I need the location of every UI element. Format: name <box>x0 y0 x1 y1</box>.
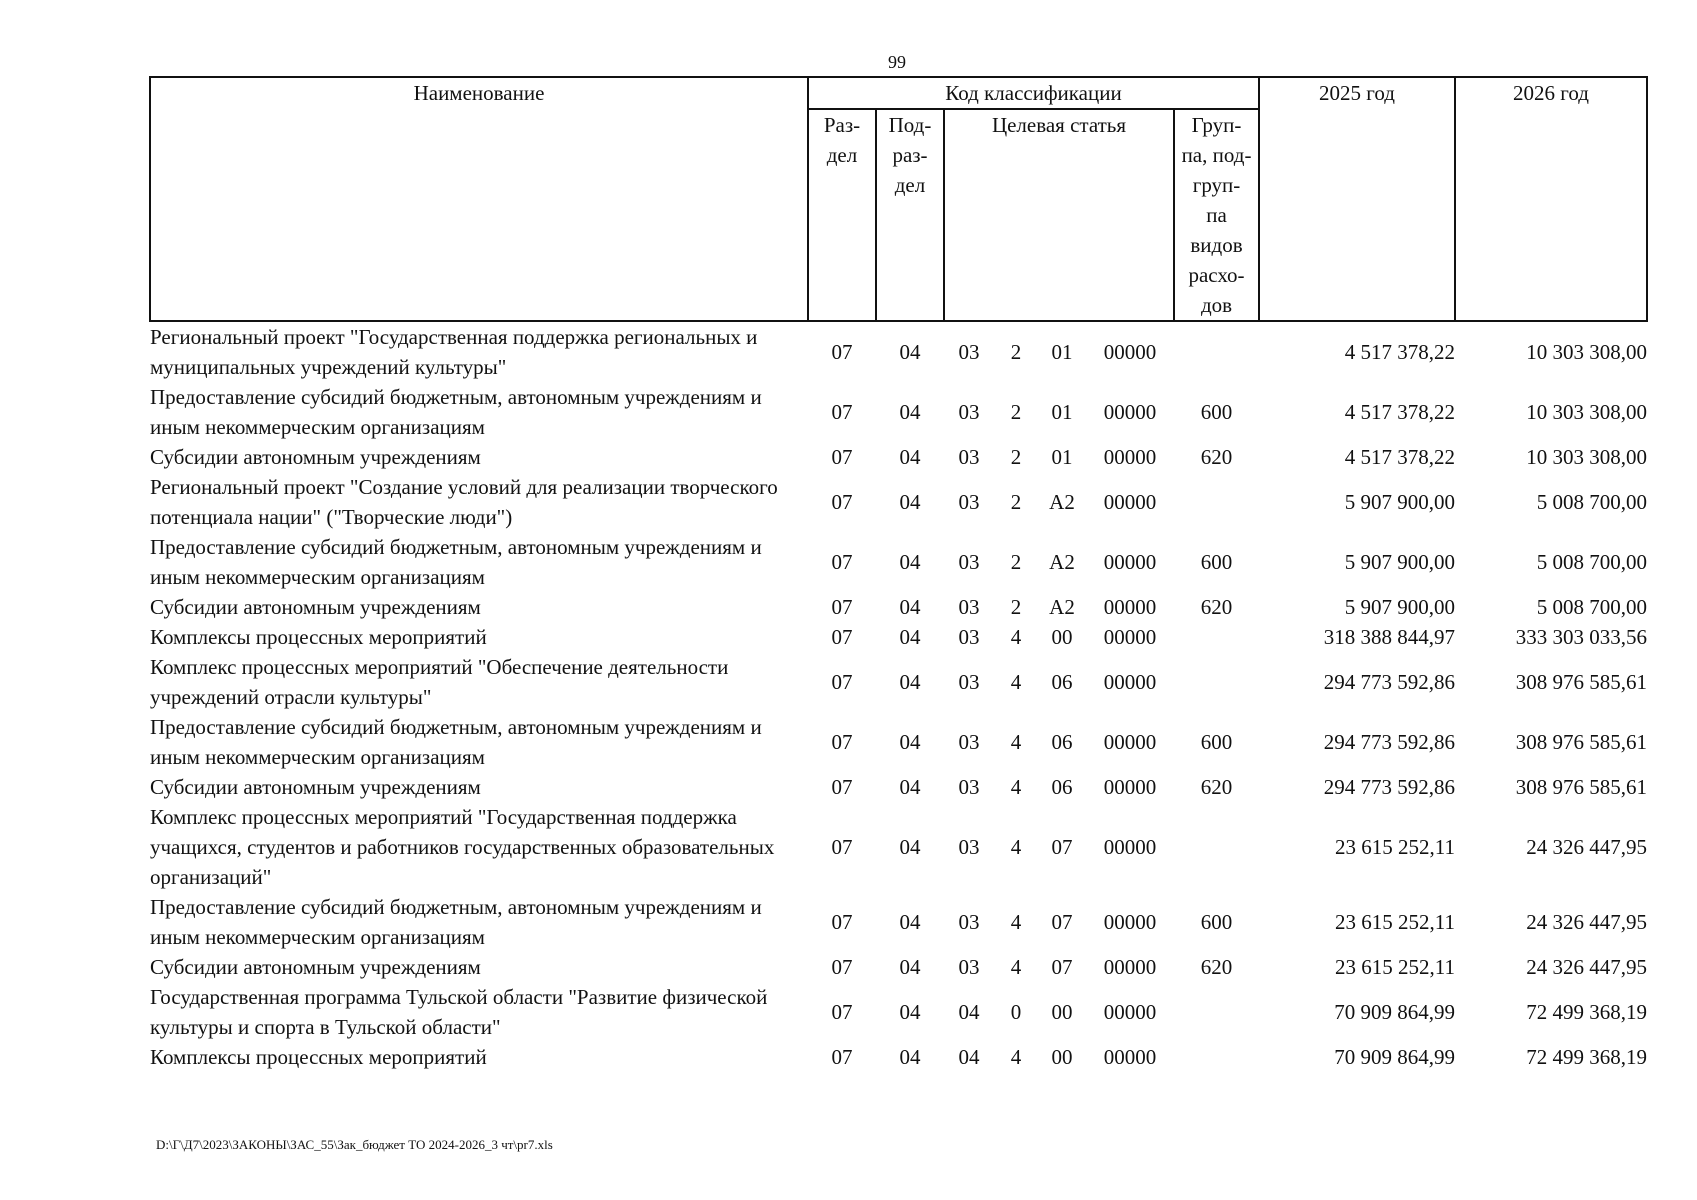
row-target-direction: 00000 <box>1103 340 1157 364</box>
row-name: Субсидии автономным учреждениям <box>150 445 481 469</box>
row-name: Региональный проект "Государственная поддержка региональных и муниципальных учреждений культуры" <box>150 325 758 379</box>
row-amount-2026: 308 976 585,61 <box>1515 730 1648 754</box>
row-target-direction: 00000 <box>1103 550 1157 574</box>
row-target-direction: 00000 <box>1103 910 1157 934</box>
row-target-direction: 00000 <box>1103 835 1157 859</box>
row-subsection: 04 <box>899 550 921 574</box>
row-expense-group: 600 <box>1200 400 1233 424</box>
row-target-subprogram: 00 <box>1051 625 1073 649</box>
row-expense-group <box>1174 321 1259 382</box>
table-row <box>150 382 1647 442</box>
row-name: Комплекс процессных мероприятий "Государственная поддержка учащихся, студентов и работников государственных образовательных организаций" <box>150 805 775 889</box>
row-target-type: 4 <box>1010 1045 1022 1069</box>
row-section: 07 <box>831 835 853 859</box>
row-amount-2025: 294 773 592,86 <box>1323 670 1456 694</box>
row-subsection: 04 <box>899 595 921 619</box>
row-subsection: 04 <box>899 1000 921 1024</box>
row-amount-2026: 10 303 308,00 <box>1526 445 1648 469</box>
table-row <box>150 532 1647 592</box>
row-expense-group <box>1174 472 1259 532</box>
row-name: Комплексы процессных мероприятий <box>150 1045 487 1069</box>
header-subsection: Под- раз- дел <box>876 109 944 321</box>
row-target-program: 03 <box>958 730 980 754</box>
row-target-type: 2 <box>1010 550 1022 574</box>
header-expense-group: Груп- па, под- груп- па видов расхо- дов <box>1174 109 1259 321</box>
row-target-program: 03 <box>958 670 980 694</box>
row-expense-group: 620 <box>1200 775 1233 799</box>
row-target-program: 03 <box>958 595 980 619</box>
footer-file-path: D:\Г\Д7\2023\ЗАКОНЫ\ЗАС_55\Зак_бюджет ТО 2024-2026_3 чт\pr7.xls <box>156 1137 553 1152</box>
row-target-subprogram: 07 <box>1051 835 1073 859</box>
row-target-type: 2 <box>1010 595 1022 619</box>
row-amount-2026: 5 008 700,00 <box>1536 550 1648 574</box>
row-section: 07 <box>831 910 853 934</box>
row-amount-2026: 24 326 447,95 <box>1526 910 1648 934</box>
row-amount-2026: 333 303 033,56 <box>1515 625 1648 649</box>
row-section: 07 <box>831 595 853 619</box>
row-subsection: 04 <box>899 1045 921 1069</box>
row-target-direction: 00000 <box>1103 445 1157 469</box>
row-target-program: 04 <box>958 1000 980 1024</box>
row-expense-group <box>1174 1042 1259 1072</box>
row-target-direction: 00000 <box>1103 595 1157 619</box>
row-target-subprogram: А2 <box>1049 490 1075 514</box>
row-amount-2026: 72 499 368,19 <box>1526 1045 1648 1069</box>
row-subsection: 04 <box>899 490 921 514</box>
row-target-subprogram: А2 <box>1049 595 1075 619</box>
page-number: 99 <box>888 52 906 72</box>
table-row <box>150 652 1647 712</box>
row-name: Субсидии автономным учреждениям <box>150 955 481 979</box>
row-expense-group: 620 <box>1200 955 1233 979</box>
row-name: Предоставление субсидий бюджетным, автономным учреждениям и иным некоммерческим организациям <box>150 385 762 439</box>
row-section: 07 <box>831 775 853 799</box>
row-amount-2025: 23 615 252,11 <box>1335 910 1456 934</box>
row-amount-2025: 5 907 900,00 <box>1344 550 1456 574</box>
row-target-type: 4 <box>1010 730 1022 754</box>
row-target-program: 03 <box>958 550 980 574</box>
row-subsection: 04 <box>899 400 921 424</box>
row-target-direction: 00000 <box>1103 400 1157 424</box>
row-name: Комплекс процессных мероприятий "Обеспечение деятельности учреждений отрасли культуры" <box>150 655 729 709</box>
row-section: 07 <box>831 670 853 694</box>
row-name: Предоставление субсидий бюджетным, автономным учреждениям и иным некоммерческим организациям <box>150 535 762 589</box>
row-target-type: 2 <box>1010 445 1022 469</box>
header-year-2025: 2025 год <box>1259 77 1455 321</box>
row-target-type: 4 <box>1010 670 1022 694</box>
row-target-subprogram: 00 <box>1051 1000 1073 1024</box>
row-target-subprogram: 07 <box>1051 910 1073 934</box>
row-target-program: 03 <box>958 775 980 799</box>
row-target-direction: 00000 <box>1103 1045 1157 1069</box>
row-amount-2026: 72 499 368,19 <box>1526 1000 1648 1024</box>
row-section: 07 <box>831 1045 853 1069</box>
row-subsection: 04 <box>899 955 921 979</box>
row-target-type: 4 <box>1010 625 1022 649</box>
row-target-subprogram: 06 <box>1051 670 1073 694</box>
row-section: 07 <box>831 340 853 364</box>
row-target-direction: 00000 <box>1103 625 1157 649</box>
row-expense-group: 620 <box>1200 595 1233 619</box>
row-section: 07 <box>831 490 853 514</box>
row-amount-2026: 24 326 447,95 <box>1526 835 1648 859</box>
header-section: Раз- дел <box>808 109 876 321</box>
table-row <box>150 472 1647 532</box>
row-subsection: 04 <box>899 835 921 859</box>
row-section: 07 <box>831 400 853 424</box>
row-subsection: 04 <box>899 340 921 364</box>
budget-table <box>149 76 1648 1072</box>
row-target-type: 2 <box>1010 340 1022 364</box>
row-amount-2025: 70 909 864,99 <box>1334 1045 1456 1069</box>
row-subsection: 04 <box>899 910 921 934</box>
row-expense-group: 600 <box>1200 730 1233 754</box>
row-target-direction: 00000 <box>1103 490 1157 514</box>
row-amount-2026: 308 976 585,61 <box>1515 670 1648 694</box>
row-target-direction: 00000 <box>1103 730 1157 754</box>
row-name: Субсидии автономным учреждениям <box>150 775 481 799</box>
table-row <box>150 772 1647 802</box>
table-row <box>150 952 1647 982</box>
row-target-program: 04 <box>958 1045 980 1069</box>
table-row <box>150 622 1647 652</box>
row-amount-2025: 318 388 844,97 <box>1323 625 1456 649</box>
row-target-program: 03 <box>958 835 980 859</box>
row-amount-2025: 23 615 252,11 <box>1335 955 1456 979</box>
row-name: Региональный проект "Создание условий для реализации творческого потенциала нации" ("Творческие люди") <box>150 475 778 529</box>
row-amount-2025: 5 907 900,00 <box>1344 595 1456 619</box>
row-target-direction: 00000 <box>1103 955 1157 979</box>
header-target-article: Целевая статья <box>944 109 1174 321</box>
row-target-subprogram: 06 <box>1051 730 1073 754</box>
row-name: Субсидии автономным учреждениям <box>150 595 481 619</box>
row-amount-2026: 5 008 700,00 <box>1536 595 1648 619</box>
row-target-type: 0 <box>1010 1000 1022 1024</box>
row-amount-2025: 294 773 592,86 <box>1323 730 1456 754</box>
row-target-program: 03 <box>958 955 980 979</box>
row-amount-2025: 294 773 592,86 <box>1323 775 1456 799</box>
row-target-direction: 00000 <box>1103 775 1157 799</box>
row-target-type: 4 <box>1010 955 1022 979</box>
table-body <box>150 321 1647 1072</box>
table-row <box>150 1042 1647 1072</box>
row-amount-2025: 4 517 378,22 <box>1344 340 1456 364</box>
header-name: Наименование <box>150 77 808 321</box>
row-target-direction: 00000 <box>1103 670 1157 694</box>
row-target-subprogram: 00 <box>1051 1045 1073 1069</box>
row-target-subprogram: 01 <box>1051 340 1073 364</box>
row-target-program: 03 <box>958 400 980 424</box>
table-row <box>150 321 1647 382</box>
row-target-program: 03 <box>958 910 980 934</box>
row-section: 07 <box>831 730 853 754</box>
row-target-type: 4 <box>1010 910 1022 934</box>
row-target-type: 2 <box>1010 400 1022 424</box>
row-target-program: 03 <box>958 340 980 364</box>
table-row <box>150 712 1647 772</box>
row-expense-group <box>1174 652 1259 712</box>
row-target-subprogram: 01 <box>1051 400 1073 424</box>
row-expense-group <box>1174 622 1259 652</box>
row-subsection: 04 <box>899 625 921 649</box>
row-name: Предоставление субсидий бюджетным, автономным учреждениям и иным некоммерческим организациям <box>150 895 762 949</box>
row-subsection: 04 <box>899 730 921 754</box>
row-amount-2026: 10 303 308,00 <box>1526 340 1648 364</box>
row-section: 07 <box>831 625 853 649</box>
row-section: 07 <box>831 550 853 574</box>
table-row <box>150 802 1647 892</box>
row-name: Комплексы процессных мероприятий <box>150 625 487 649</box>
row-target-subprogram: 06 <box>1051 775 1073 799</box>
row-expense-group <box>1174 982 1259 1042</box>
row-amount-2026: 5 008 700,00 <box>1536 490 1648 514</box>
row-amount-2025: 4 517 378,22 <box>1344 400 1456 424</box>
row-subsection: 04 <box>899 445 921 469</box>
row-target-program: 03 <box>958 490 980 514</box>
row-target-subprogram: А2 <box>1049 550 1075 574</box>
row-target-subprogram: 07 <box>1051 955 1073 979</box>
row-target-program: 03 <box>958 625 980 649</box>
row-expense-group <box>1174 802 1259 892</box>
row-target-type: 4 <box>1010 835 1022 859</box>
row-section: 07 <box>831 1000 853 1024</box>
row-amount-2026: 10 303 308,00 <box>1526 400 1648 424</box>
row-expense-group: 600 <box>1200 910 1233 934</box>
row-target-subprogram: 01 <box>1051 445 1073 469</box>
row-section: 07 <box>831 445 853 469</box>
table-row <box>150 442 1647 472</box>
table-row <box>150 982 1647 1042</box>
table-header <box>150 77 1647 321</box>
row-target-type: 2 <box>1010 490 1022 514</box>
row-amount-2025: 70 909 864,99 <box>1334 1000 1456 1024</box>
row-amount-2026: 24 326 447,95 <box>1526 955 1648 979</box>
row-amount-2026: 308 976 585,61 <box>1515 775 1648 799</box>
row-target-direction: 00000 <box>1103 1000 1157 1024</box>
row-expense-group: 620 <box>1200 445 1233 469</box>
header-classification-code: Код классификации <box>808 77 1259 109</box>
row-amount-2025: 23 615 252,11 <box>1335 835 1456 859</box>
row-amount-2025: 4 517 378,22 <box>1344 445 1456 469</box>
row-section: 07 <box>831 955 853 979</box>
table-row <box>150 892 1647 952</box>
table-row <box>150 592 1647 622</box>
row-subsection: 04 <box>899 775 921 799</box>
row-target-program: 03 <box>958 445 980 469</box>
row-subsection: 04 <box>899 670 921 694</box>
row-expense-group: 600 <box>1200 550 1233 574</box>
row-name: Государственная программа Тульской области "Развитие физической культуры и спорта в Тульской области" <box>150 985 768 1039</box>
header-year-2026: 2026 год <box>1455 77 1647 321</box>
row-target-type: 4 <box>1010 775 1022 799</box>
row-name: Предоставление субсидий бюджетным, автономным учреждениям и иным некоммерческим организациям <box>150 715 762 769</box>
row-amount-2025: 5 907 900,00 <box>1344 490 1456 514</box>
